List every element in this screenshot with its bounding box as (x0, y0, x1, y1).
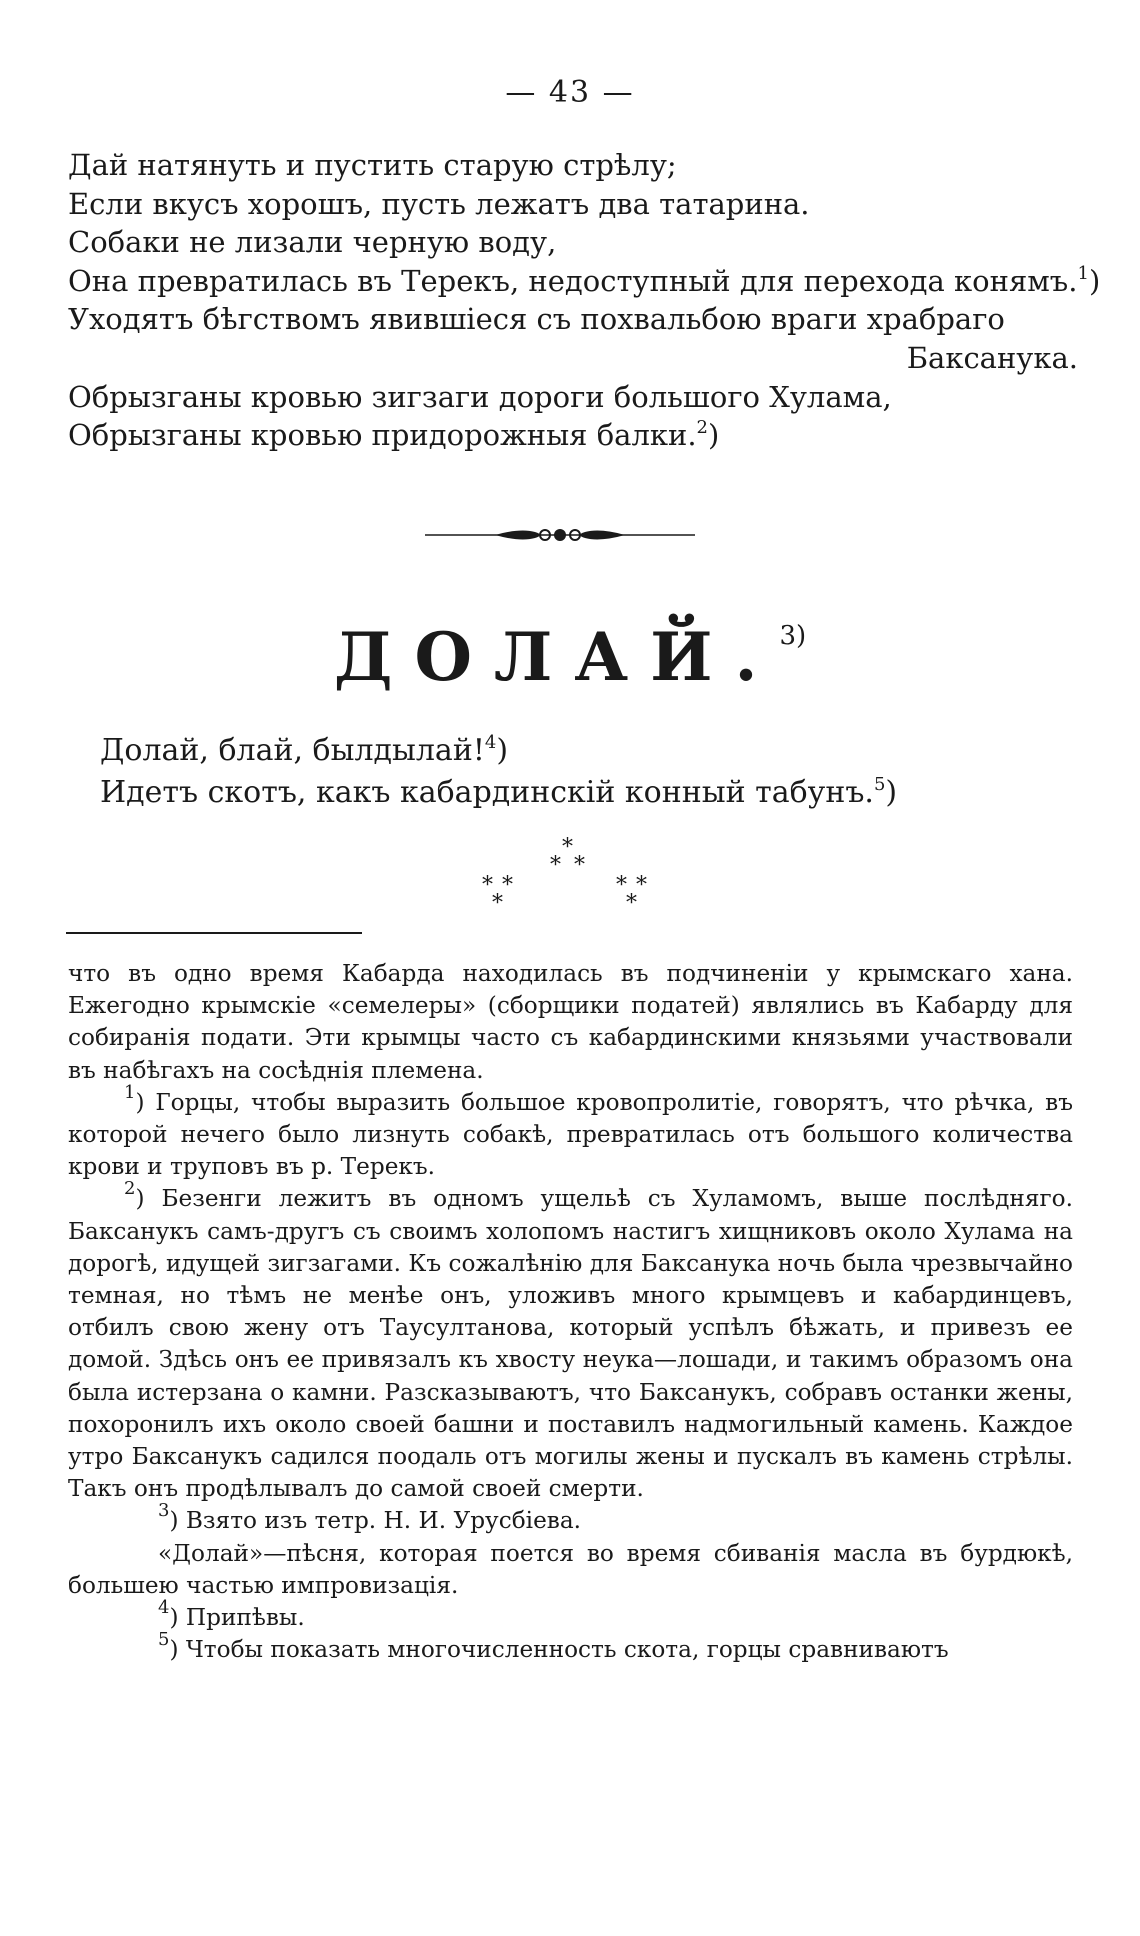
svg-text:*: * (482, 873, 493, 898)
song-line: Долай, блай, былдылай!$^4$) (100, 732, 509, 768)
song-line-text: Идетъ скотъ, какъ кабардинскій конный табунъ. (100, 775, 874, 810)
song-verse (100, 730, 1060, 814)
asterism-icon (470, 836, 670, 926)
verse-line-continuation: Баксанука. (906, 340, 1078, 375)
footnote-ref: 4 (484, 732, 497, 753)
footnote-5: $^5$) Чтобы показать многочисленность скота, горцы сравниваютъ (158, 1629, 949, 1664)
footnote-ref: 5 (873, 774, 886, 795)
footnote-ref: 2 (696, 417, 708, 439)
footnote-number: 4 (158, 1597, 170, 1619)
svg-text:*: * (492, 891, 503, 916)
svg-text:*: * (626, 891, 637, 916)
footnote-1: $^1$) Горцы, чтобы выразить большое кровопролитіе, говорятъ, что рѣчка, въ которой нечего было лизнуть собакѣ, превратилась отъ большого количества крови и труповъ въ р. Терекъ. (68, 1081, 1073, 1181)
song-title (0, 618, 1140, 696)
footnotes (68, 958, 1073, 1666)
footnote-text: Чтобы показать многочисленность скота, горцы сравниваютъ (185, 1636, 949, 1664)
footnote-text: Безенги лежитъ въ одномъ ущельѣ съ Хуламомъ, выше послѣдняго. Баксанукъ самъ-другъ съ своимъ холопомъ настигъ хищниковъ около Хулама на дорогѣ, идущей зигзагами. Къ сожалѣнію для Баксанука ночь была чрезвычайно темная, но тѣмъ не менѣе онъ, уложивъ много крымцевъ и кабардинцевъ, отбилъ свою жену отъ Таусултанова, который успѣлъ бѣжать, и привезъ ее домой. Здѣсь онъ ее привязалъ къ хвосту неука—лошади, и такимъ образомъ она была истерзана о камни. Разсказываютъ, что Баксанукъ, собравъ останки жены, похоронилъ ихъ около своей башни и поставилъ надмогильный камень. Каждое утро Баксанукъ садился поодаль отъ могилы жены и пускалъ въ камень стрѣлы. Такъ онъ продѣлывалъ до самой своей смерти. (68, 1185, 1073, 1503)
verse-line: Дай натянуть и пустить старую стрѣлу; (68, 148, 677, 182)
footnote-3-continued: «Долай»—пѣсня, которая поется во время сбиванія масла въ бурдюкѣ, большею частью импровизація. (68, 1539, 1073, 1599)
footnote-number: 3 (158, 1500, 170, 1522)
footnote-number: 5 (158, 1629, 170, 1651)
svg-text:*: * (562, 836, 573, 860)
song-title-text: ДОЛАЙ. (333, 618, 780, 696)
verse-line: Обрызганы кровью придорожныя балки.$^2$) (68, 417, 720, 453)
song-line: Идетъ скотъ, какъ кабардинскій конный табунъ.$^5$) (100, 774, 898, 810)
footnote-ref: 3) (779, 621, 807, 651)
footnote-number: 2 (124, 1178, 136, 1200)
verse-line: Она превратилась въ Терекъ, недоступный для перехода конямъ.$^1$) (68, 262, 1101, 298)
svg-text:*: * (574, 853, 585, 878)
svg-text:*: * (616, 873, 627, 898)
footnote-4: $^4$) Припѣвы. (158, 1597, 305, 1632)
footnote-3: $^3$) Взято изъ тетр. Н. И. Урусбіева. (158, 1500, 582, 1535)
footnote-continuation: что въ одно время Кабарда находилась въ подчиненіи у крымскаго хана. Ежегодно крымскіе «семелеры» (сборщики податей) являлись въ Кабарду для собиранія подати. Эти крымцы часто съ кабардинскими князьями участвовали въ набѣгахъ на сосѣднія племена. (68, 960, 1073, 1084)
song-line-text: Долай, блай, былдылай! (100, 733, 485, 768)
footnote-text: Горцы, чтобы выразить большое кровопролитіе, говорятъ, что рѣчка, въ которой нечего было лизнуть собакѣ, превратилась отъ большого количества крови и труповъ въ р. Терекъ. (68, 1088, 1073, 1181)
footnote-number: 1 (124, 1081, 136, 1103)
footnote-rule (66, 932, 362, 934)
footnote-ref-number: 3 (779, 621, 797, 651)
page-number: — 43 — (505, 75, 635, 110)
footnote-ref: 1 (1077, 262, 1089, 284)
verse-line-text: Она превратилась въ Терекъ, недоступный для перехода конямъ. (68, 263, 1078, 298)
footnote-text: Припѣвы. (185, 1604, 305, 1632)
svg-text:*: * (550, 853, 561, 878)
verse-line: Обрызганы кровью зигзаги дороги большого Хулама, (68, 379, 892, 414)
footnote-text: Взято изъ тетр. Н. И. Урусбіева. (185, 1507, 582, 1535)
verse-line-text: Обрызганы кровью придорожныя балки. (68, 418, 697, 453)
svg-text:*: * (502, 873, 513, 898)
verse-line: Уходятъ бѣгствомъ явившіеся съ похвальбою враги храбраго (68, 302, 1005, 337)
verse-line: Если вкусъ хорошъ, пусть лежатъ два татарина. (68, 186, 810, 221)
footnote-2: $^2$) Безенги лежитъ въ одномъ ущельѣ съ Хуламомъ, выше послѣдняго. Баксанукъ самъ-другъ съ своимъ холопомъ настигъ хищниковъ около Хулама на дорогѣ, идущей зигзагами. Къ сожалѣнію для Баксанука ночь была чрезвычайно темная, но тѣмъ не менѣе онъ, уложивъ много крымцевъ и кабардинцевъ, отбилъ свою жену отъ Таусултанова, который успѣлъ бѣжать, и привезъ ее домой. Здѣсь онъ ее привязалъ къ хвосту неука—лошади, и такимъ образомъ она была истерзана о камни. Разсказываютъ, что Баксанукъ, собравъ останки жены, похоронилъ ихъ около своей башни и поставилъ надмогильный камень. Каждое утро Баксанукъ садился поодаль отъ могилы жены и пускалъ въ камень стрѣлы. Такъ онъ продѣлывалъ до самой своей смерти. (68, 1178, 1073, 1503)
verse-line: Собаки не лизали черную воду, (68, 225, 557, 260)
svg-text:*: * (636, 873, 647, 898)
verse-block (68, 146, 1101, 455)
ornament-divider-icon (425, 520, 695, 550)
